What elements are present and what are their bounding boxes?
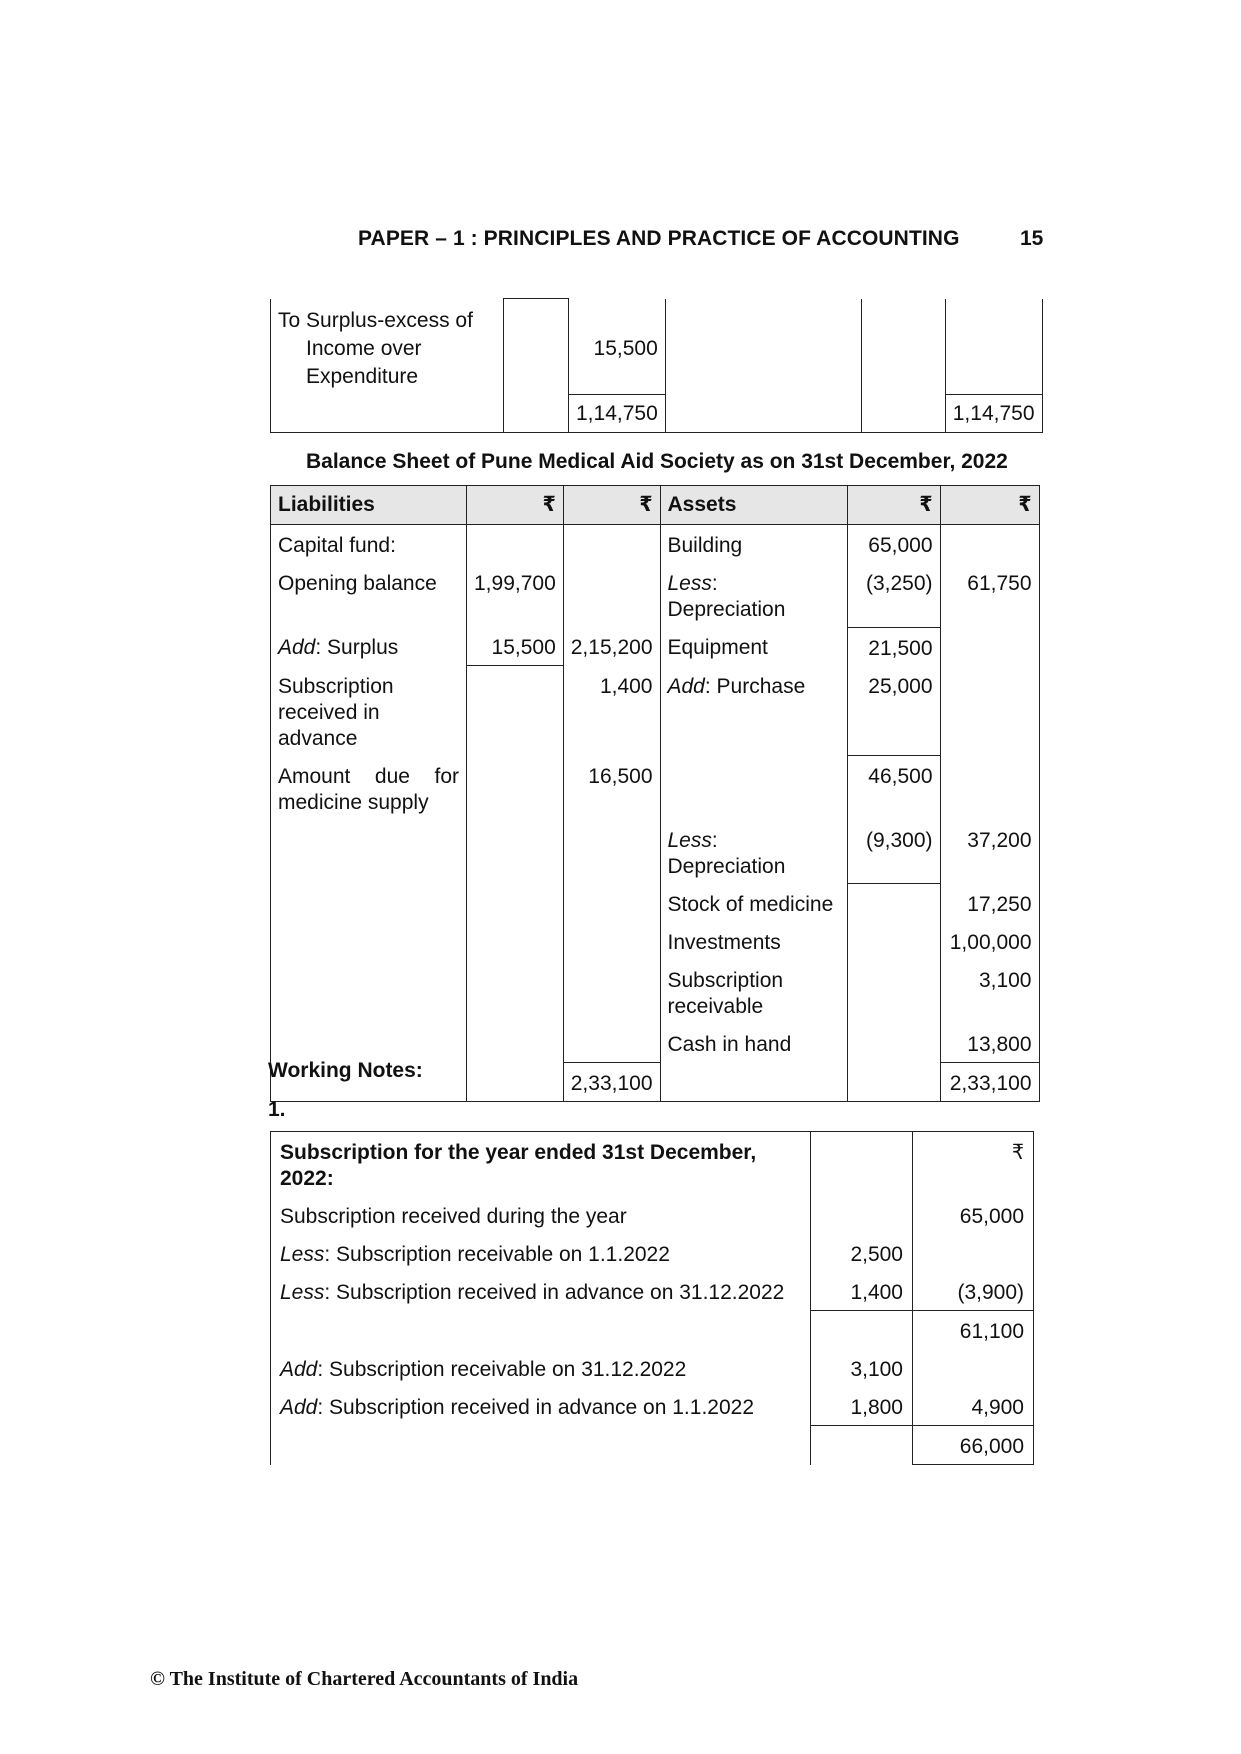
empty-cell (467, 960, 564, 1024)
table-row (271, 1132, 1034, 1197)
equipment-net-amount: 37,200 (940, 820, 1039, 884)
subscription-receivable-label (660, 960, 847, 1024)
empty-cell (847, 1024, 940, 1063)
assets-header: Assets (660, 486, 847, 525)
subscription-working-table (270, 1131, 1034, 1465)
less-word: Less (667, 828, 712, 852)
empty-cell (563, 1024, 660, 1063)
add-word: Add (280, 1358, 318, 1381)
footer-copyright: © The Institute of Chartered Accountants of India (150, 1668, 579, 1690)
empty-cell (811, 1196, 913, 1234)
subscription-advance-amount: 1,400 (563, 666, 660, 756)
empty-cell (913, 1234, 1034, 1272)
liabilities-total: 2,33,100 (563, 1062, 660, 1101)
page-header-title: PAPER – 1 : PRINCIPLES AND PRACTICE OF ACCOUNTING (358, 227, 960, 250)
building-amount: 65,000 (847, 525, 940, 564)
empty-cell (271, 922, 467, 960)
total-left: 1,14,750 (569, 395, 666, 433)
empty-cell (504, 395, 569, 433)
add-advance-label (271, 1387, 811, 1426)
stock-label: Stock of medicine (660, 884, 847, 922)
empty-cell (467, 756, 564, 820)
subscription-title: Subscription for the year ended 31st December, 2022: (271, 1132, 811, 1197)
empty-cell (861, 395, 945, 433)
currency-header: ₹ (913, 1132, 1034, 1197)
empty-cell (945, 299, 1042, 395)
empty-cell (467, 525, 564, 564)
received-amount: 65,000 (913, 1196, 1034, 1234)
empty-cell (913, 1349, 1034, 1387)
empty-cell (811, 1426, 913, 1465)
table-row (271, 1196, 1034, 1234)
working-note-number: 1. (268, 1098, 286, 1121)
add-advance-amount: 1,800 (811, 1387, 913, 1426)
table-row (271, 820, 1040, 884)
empty-cell (847, 884, 940, 922)
subscription-advance-line1: Subscription (278, 674, 394, 698)
add-word: Add (280, 1396, 318, 1419)
table-row (271, 1311, 1034, 1350)
stock-amount: 17,250 (940, 884, 1039, 922)
empty-cell (563, 525, 660, 564)
surplus-amount: 15,500 (467, 627, 564, 666)
empty-cell (665, 395, 861, 433)
empty-cell (660, 1062, 847, 1101)
less-word: Less (280, 1243, 325, 1266)
table-row (271, 1234, 1034, 1272)
less-receivable-amount: 2,500 (811, 1234, 913, 1272)
balance-sheet-caption: Balance Sheet of Pune Medical Aid Society as on 31st December, 2022 (306, 450, 1008, 473)
empty-cell (940, 627, 1039, 666)
subtotal-amount: 61,100 (913, 1311, 1034, 1350)
table-row-total (271, 1426, 1034, 1465)
depreciation-label: : Depreciation (667, 828, 786, 878)
add-surplus-label (271, 627, 467, 666)
add-total-amount: 4,900 (913, 1387, 1034, 1426)
amount-due-label (271, 756, 467, 820)
balance-sheet-header-row (271, 486, 1040, 525)
amount-due-line2: medicine supply (278, 790, 429, 814)
depreciation-label: : Depreciation (667, 572, 786, 621)
surplus-label-line1: To Surplus-excess of (278, 308, 473, 332)
less-advance-text: : Subscription received in advance on 31.12.2022 (324, 1281, 785, 1304)
amount-due-amount: 16,500 (563, 756, 660, 820)
empty-cell (504, 299, 569, 395)
empty-cell (847, 1062, 940, 1101)
table-row (271, 627, 1040, 666)
empty-cell (563, 922, 660, 960)
less-word: Less (667, 572, 712, 595)
investments-amount: 1,00,000 (940, 922, 1039, 960)
cash-label: Cash in hand (660, 1024, 847, 1063)
empty-cell (563, 884, 660, 922)
equipment-label: Equipment (660, 627, 847, 666)
final-total-amount: 66,000 (913, 1426, 1034, 1465)
empty-cell (271, 395, 504, 433)
less-receivable-text: : Subscription receivable on 1.1.2022 (324, 1243, 670, 1266)
capital-fund-label: Capital fund: (271, 525, 467, 564)
table-row (271, 1349, 1034, 1387)
empty-cell (811, 1132, 913, 1197)
surplus-label-cell (271, 299, 504, 395)
surplus-amount: 15,500 (569, 299, 666, 395)
empty-cell (271, 820, 467, 884)
empty-cell (665, 299, 861, 395)
empty-cell (271, 960, 467, 1024)
empty-cell (467, 666, 564, 756)
empty-cell (847, 960, 940, 1024)
empty-cell (940, 525, 1039, 564)
surplus-label-line3: Expenditure (306, 364, 419, 388)
add-receivable-label (271, 1349, 811, 1387)
opening-balance-amount: 1,99,700 (467, 563, 564, 627)
income-expenditure-tail-table (270, 298, 1043, 433)
equipment-depreciation-amount: (9,300) (847, 820, 940, 884)
equipment-gross-amount: 46,500 (847, 756, 940, 820)
empty-cell (271, 1426, 811, 1465)
building-net-amount: 61,750 (940, 563, 1039, 627)
add-word: Add (278, 636, 316, 659)
table-row (271, 884, 1040, 922)
subscription-receivable-line1: Subscription (667, 968, 784, 992)
empty-cell (811, 1311, 913, 1350)
empty-cell (271, 1311, 811, 1350)
empty-cell (660, 756, 847, 820)
purchase-label: : Purchase (704, 674, 806, 698)
empty-cell (467, 884, 564, 922)
empty-cell (940, 756, 1039, 820)
empty-cell (467, 922, 564, 960)
less-total-amount: (3,900) (913, 1272, 1034, 1311)
empty-cell (563, 820, 660, 884)
empty-cell (271, 1024, 467, 1063)
table-row (271, 525, 1040, 564)
amount-due-word2: due (374, 764, 410, 788)
amount-due-word3: for (434, 764, 459, 788)
add-receivable-amount: 3,100 (811, 1349, 913, 1387)
less-advance-label (271, 1272, 811, 1311)
table-row (271, 960, 1040, 1024)
subscription-receivable-amount: 3,100 (940, 960, 1039, 1024)
add-receivable-text: : Subscription receivable on 31.12.2022 (317, 1358, 687, 1381)
currency-header: ₹ (940, 486, 1039, 525)
empty-cell (861, 299, 945, 395)
currency-header: ₹ (847, 486, 940, 525)
table-row (271, 756, 1040, 820)
empty-cell (940, 666, 1039, 756)
empty-cell (467, 1024, 564, 1063)
page-number: 15 (1020, 227, 1044, 250)
empty-cell (271, 884, 467, 922)
total-right: 1,14,750 (945, 395, 1042, 433)
received-label: Subscription received during the year (271, 1196, 811, 1234)
surplus-label: : Surplus (315, 636, 399, 659)
equipment-amount: 21,500 (847, 627, 940, 666)
less-word: Less (280, 1281, 325, 1304)
subscription-advance-line2: received in advance (278, 700, 380, 750)
add-advance-text: : Subscription received in advance on 1.1.2022 (317, 1396, 754, 1419)
working-notes-heading: Working Notes: (268, 1059, 423, 1082)
opening-balance-label: Opening balance (271, 563, 467, 627)
liabilities-header: Liabilities (271, 486, 467, 525)
surplus-label-line2: Income over (306, 336, 422, 360)
empty-cell (847, 922, 940, 960)
balance-sheet-table (270, 485, 1040, 1102)
table-row (271, 1024, 1040, 1063)
assets-total: 2,33,100 (940, 1062, 1039, 1101)
currency-header: ₹ (467, 486, 564, 525)
empty-cell (563, 563, 660, 627)
building-label: Building (660, 525, 847, 564)
table-row (271, 666, 1040, 756)
empty-cell (467, 820, 564, 884)
less-receivable-label (271, 1234, 811, 1272)
capital-total-amount: 2,15,200 (563, 627, 660, 666)
table-row (271, 563, 1040, 627)
subscription-receivable-line2: receivable (667, 994, 764, 1018)
table-row (271, 1387, 1034, 1426)
cash-amount: 13,800 (940, 1024, 1039, 1063)
subscription-advance-label (271, 666, 467, 756)
empty-cell (563, 960, 660, 1024)
amount-due-line1 (278, 764, 459, 790)
amount-due-word1: Amount (278, 764, 351, 788)
table-row (271, 1272, 1034, 1311)
equipment-depreciation-label (660, 820, 847, 884)
building-depreciation-label (660, 563, 847, 627)
empty-cell (467, 1062, 564, 1101)
currency-header: ₹ (563, 486, 660, 525)
add-word: Add (667, 674, 705, 698)
building-depreciation-amount: (3,250) (847, 563, 940, 627)
purchase-amount: 25,000 (847, 666, 940, 756)
investments-label: Investments (660, 922, 847, 960)
less-advance-amount: 1,400 (811, 1272, 913, 1311)
table-row (271, 922, 1040, 960)
add-purchase-label (660, 666, 847, 756)
